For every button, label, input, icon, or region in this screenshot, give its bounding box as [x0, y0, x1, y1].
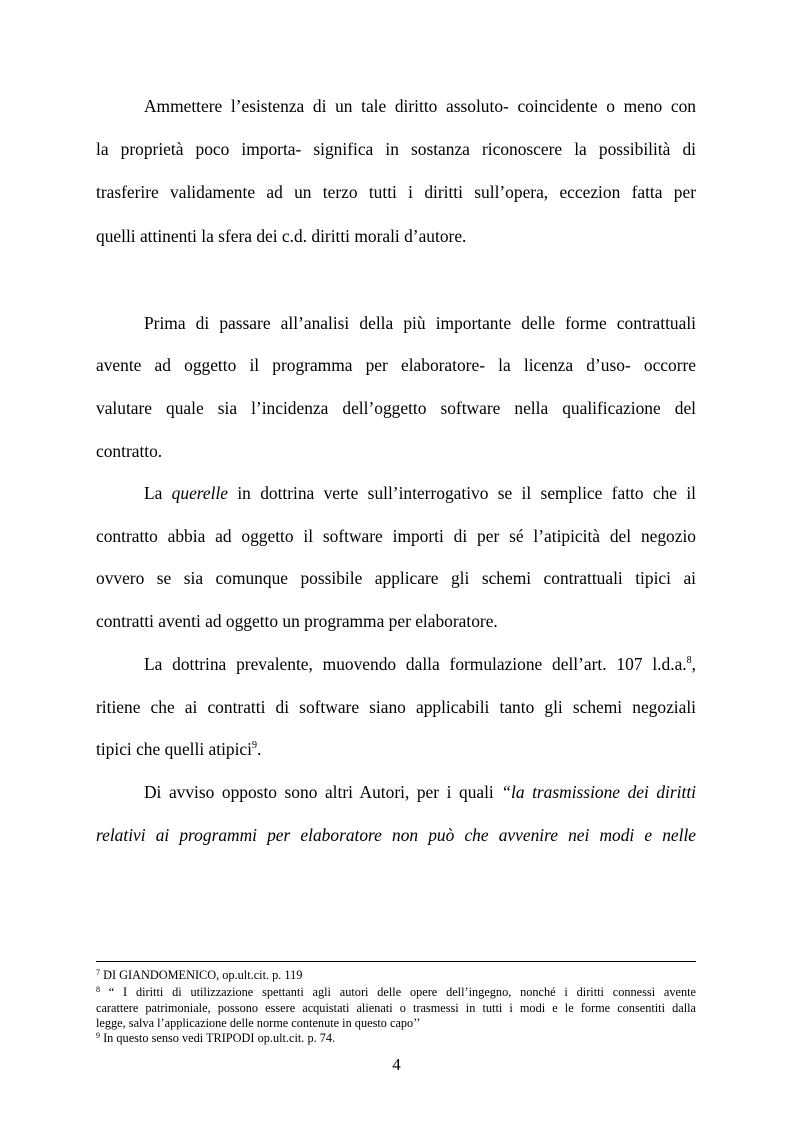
footnote-8-text-1: “ I diritti di utilizzazione spettanti agli autori delle opere dell’ingegno, nonché i diritti connessi avente: [100, 985, 696, 999]
p4-line-2: ritiene che ai contratti di software siano applicabili tanto gli schemi negoziali: [96, 697, 696, 717]
footnote-8-line-1: [96, 985, 696, 999]
p3-line-1: [144, 483, 696, 503]
p2-line-2: avente ad oggetto il programma per elaboratore- la licenza d’uso- occorre: [96, 355, 696, 375]
p4-line-1-text: La dottrina prevalente, muovendo dalla formulazione dell’art. 107 l.d.a.: [144, 654, 687, 674]
p1-line-1: Ammettere l’esistenza di un tale diritto assoluto- coincidente o meno con: [144, 96, 696, 116]
p4-line-3-text: tipici che quelli atipici: [96, 739, 252, 759]
footnote-7: [96, 968, 696, 982]
p3-line-2: contratto abbia ad oggetto il software importi di per sé l’atipicità del negozio: [96, 526, 696, 546]
footnote-9: [96, 1031, 696, 1045]
p5-line-2-italic: relativi ai programmi per elaboratore non può che avvenire nei modi e nelle: [96, 825, 696, 845]
footnote-ref-9: 9: [251, 740, 257, 751]
p2-line-3: valutare quale sia l’incidenza dell’oggetto software nella qualificazione del: [96, 398, 696, 418]
p1-line-4: quelli attinenti la sfera dei c.d. diritti morali d’autore.: [96, 226, 467, 246]
footnote-7-number: 7: [96, 968, 100, 977]
footnote-8-line-2: carattere patrimoniale, possono essere acquistati alienati o trasmessi in tutti i modi e le forme consentiti dalla: [96, 1001, 696, 1015]
footnote-9-text: In questo senso vedi TRIPODI op.ult.cit. p. 74.: [100, 1031, 336, 1045]
footnote-ref-8: 8: [686, 655, 692, 666]
p5-line-1: [144, 782, 696, 802]
p3-line-1-start: La: [144, 483, 172, 503]
p2-line-4: contratto.: [96, 441, 163, 461]
page-number: 4: [392, 1055, 401, 1074]
p5-quote-start-italic: “la trasmissione dei diritti: [501, 782, 696, 802]
footnote-9-number: 9: [96, 1031, 100, 1040]
p4-line-3: [96, 739, 696, 759]
p1-line-3: trasferire validamente ad un terzo tutti i diritti sull’opera, eccezion fatta per: [96, 182, 696, 202]
p3-line-3: ovvero se sia comunque possibile applicare gli schemi contrattuali tipici ai: [96, 568, 696, 588]
footnote-8-number: 8: [96, 985, 100, 994]
p3-querelle-italic: querelle: [171, 483, 229, 503]
p4-line-1: [144, 654, 696, 674]
footnote-separator: [96, 961, 696, 962]
p3-line-4: contratti aventi ad oggetto un programma per elaboratore.: [96, 611, 498, 631]
p4-line-1-end: ,: [691, 654, 696, 674]
p1-line-2: la proprietà poco importa- significa in sostanza riconoscere la possibilità di: [96, 139, 696, 159]
p5-line-1-start: Di avviso opposto sono altri Autori, per i quali: [144, 782, 502, 802]
footnote-7-text: DI GIANDOMENICO, op.ult.cit. p. 119: [100, 968, 303, 982]
p4-line-3-end: .: [256, 739, 262, 759]
footnote-8-line-3: legge, salva l’applicazione delle norme contenute in questo capo’’: [96, 1016, 421, 1030]
p3-line-1-rest: in dottrina verte sull’interrogativo se il semplice fatto che il: [228, 483, 696, 503]
p2-line-1: Prima di passare all’analisi della più importante delle forme contrattuali: [144, 313, 696, 333]
